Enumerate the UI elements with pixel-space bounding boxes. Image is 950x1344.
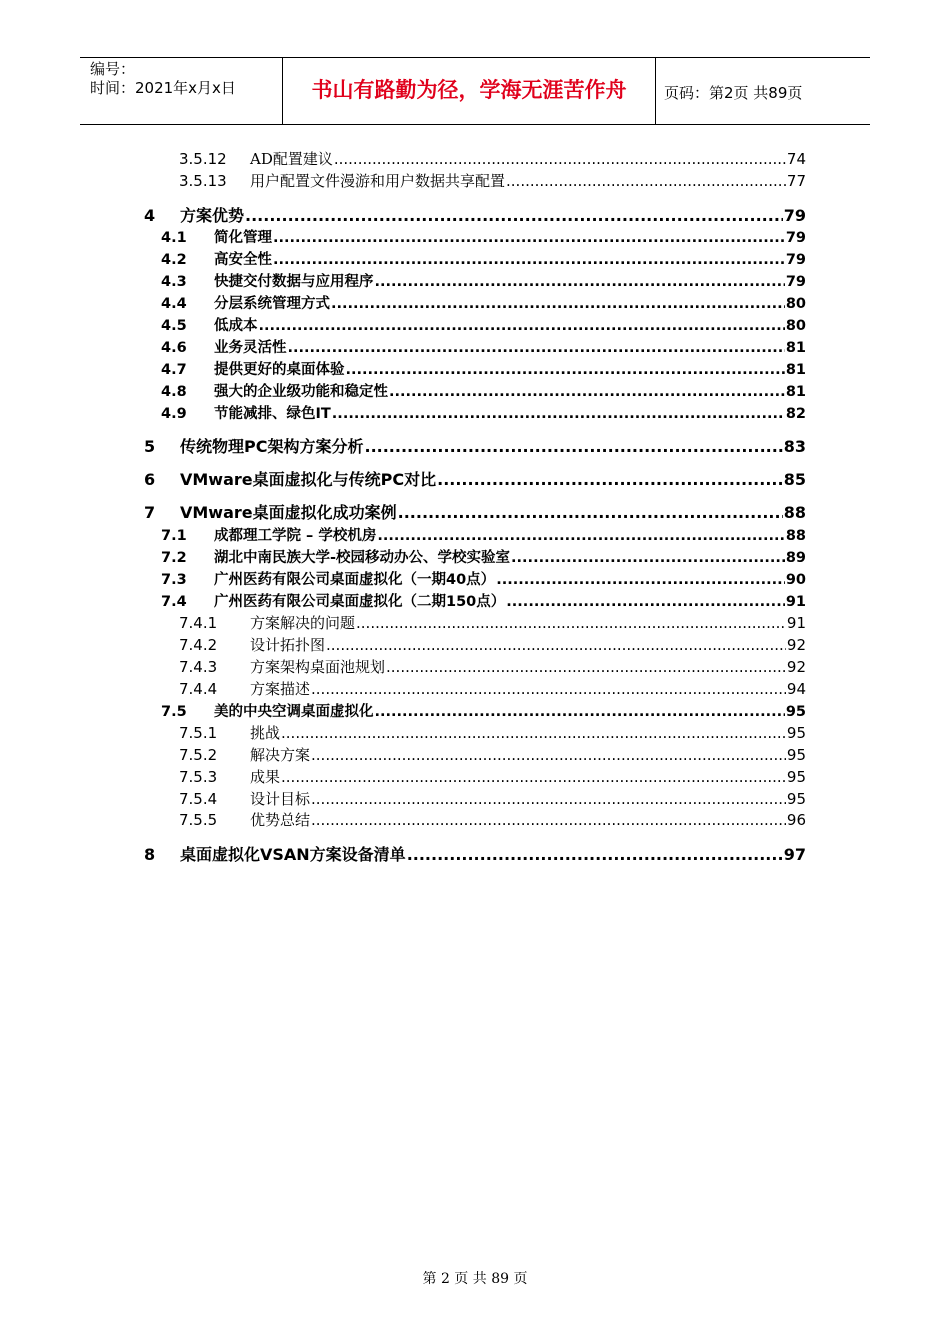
toc-dot-leader xyxy=(273,230,785,246)
toc-entry-number: 7.2 xyxy=(161,550,187,566)
toc-entry-title: 成果 xyxy=(250,768,281,786)
toc-entry-number: 4.3 xyxy=(161,274,187,290)
toc-entry-page: 88 xyxy=(783,503,806,520)
toc-dot-leader xyxy=(311,790,786,808)
toc-entry[interactable] xyxy=(0,500,806,520)
toc-dot-leader xyxy=(326,636,786,654)
header-divider xyxy=(655,57,656,125)
toc-entry[interactable] xyxy=(0,842,806,862)
page-footer: 第 2 页 共 89 页 xyxy=(422,1271,528,1287)
toc-entry-title: 广州医药有限公司桌面虚拟化（二期150点） xyxy=(214,594,506,610)
toc-entry-number: 4.6 xyxy=(161,340,187,356)
header-meta xyxy=(90,60,236,98)
toc-entry-page: 92 xyxy=(786,636,806,654)
toc-entry-number: 7.5.5 xyxy=(179,811,218,829)
toc-entry[interactable] xyxy=(0,722,806,742)
toc-dot-leader xyxy=(259,318,785,334)
toc-entry-number: 3.5.13 xyxy=(179,172,227,190)
toc-entry-number: 7.5.1 xyxy=(179,724,218,742)
toc-dot-leader xyxy=(375,274,785,290)
toc-dot-leader xyxy=(356,614,786,632)
toc-entry-page: 92 xyxy=(786,658,806,676)
toc-entry[interactable] xyxy=(0,612,806,632)
toc-entry[interactable] xyxy=(0,402,806,422)
toc-entry-number: 7.4.1 xyxy=(179,614,218,632)
toc-entry[interactable] xyxy=(0,336,806,356)
toc-entry[interactable] xyxy=(0,700,806,720)
toc-entry-page: 79 xyxy=(783,206,806,223)
toc-dot-leader xyxy=(334,150,786,168)
toc-entry-title: 设计目标 xyxy=(250,790,311,808)
toc-entry[interactable] xyxy=(0,434,806,454)
toc-entry-page: 95 xyxy=(786,724,806,742)
toc-entry-title: 解决方案 xyxy=(250,746,311,764)
toc-entry-page: 95 xyxy=(785,704,806,720)
toc-dot-leader xyxy=(437,470,783,487)
toc-entry[interactable] xyxy=(0,568,806,588)
header-motto: 书山有路勤为径，学海无涯苦作舟 xyxy=(311,77,627,102)
toc-entry[interactable] xyxy=(0,467,806,487)
toc-entry-title: 成都理工学院 – 学校机房 xyxy=(214,528,377,544)
header-bottom-rule xyxy=(80,124,870,125)
toc-entry-title: 传统物理PC架构方案分析 xyxy=(180,437,364,454)
toc-dot-leader xyxy=(375,704,785,720)
toc-entry-title: 强大的企业级功能和稳定性 xyxy=(214,384,388,400)
toc-entry[interactable] xyxy=(0,678,806,698)
toc-entry[interactable] xyxy=(0,524,806,544)
toc-entry-number: 7.3 xyxy=(161,572,187,588)
toc-entry[interactable] xyxy=(0,358,806,378)
toc-dot-leader xyxy=(245,206,783,223)
toc-entry-title: 广州医药有限公司桌面虚拟化（一期40点） xyxy=(214,572,496,588)
toc-entry[interactable] xyxy=(0,170,806,190)
toc-entry-page: 77 xyxy=(786,172,806,190)
toc-dot-leader xyxy=(506,172,786,190)
toc-entry-page: 89 xyxy=(785,550,806,566)
toc-dot-leader xyxy=(311,746,786,764)
toc-entry-title: 方案架构桌面池规划 xyxy=(250,658,386,676)
toc-entry-page: 94 xyxy=(786,680,806,698)
toc-entry[interactable] xyxy=(0,292,806,312)
toc-entry-number: 4.7 xyxy=(161,362,187,378)
toc-dot-leader xyxy=(281,768,786,786)
toc-entry-page: 80 xyxy=(785,296,806,312)
toc-entry-number: 6 xyxy=(144,470,156,487)
toc-entry[interactable] xyxy=(0,766,806,786)
toc-entry-page: 95 xyxy=(786,768,806,786)
toc-entry-title: 方案优势 xyxy=(180,206,245,223)
toc-dot-leader xyxy=(332,406,785,422)
toc-entry-number: 7.4.3 xyxy=(179,658,218,676)
header-divider xyxy=(282,57,283,125)
toc-entry-title: 提供更好的桌面体验 xyxy=(214,362,345,378)
toc-entry[interactable] xyxy=(0,380,806,400)
toc-entry-page: 74 xyxy=(786,150,806,168)
toc-entry-number: 7 xyxy=(144,503,156,520)
document-date: 时间：2021年x月x日 xyxy=(90,79,236,97)
toc-entry-number: 4.5 xyxy=(161,318,187,334)
toc-entry-title: 方案描述 xyxy=(250,680,311,698)
toc-entry-number: 4.1 xyxy=(161,230,187,246)
toc-entry-title: AD配置建议 xyxy=(250,150,333,168)
toc-entry-title: 用户配置文件漫游和用户数据共享配置 xyxy=(250,172,506,190)
toc-entry-title: 方案解决的问题 xyxy=(250,614,356,632)
toc-entry-title: 优势总结 xyxy=(250,811,311,829)
toc-entry-title: 简化管理 xyxy=(214,230,272,246)
toc-dot-leader xyxy=(386,658,786,676)
toc-entry-page: 80 xyxy=(785,318,806,334)
toc-entry[interactable] xyxy=(0,744,806,764)
toc-entry-number: 7.4 xyxy=(161,594,187,610)
toc-entry-title: 高安全性 xyxy=(214,252,272,268)
toc-entry-title: 设计拓扑图 xyxy=(250,636,326,654)
toc-entry-page: 79 xyxy=(785,274,806,290)
toc-entry-number: 8 xyxy=(144,845,156,862)
toc-entry-number: 7.1 xyxy=(161,528,187,544)
toc-entry-page: 90 xyxy=(785,572,806,588)
toc-entry-page: 91 xyxy=(786,614,806,632)
toc-entry-number: 4.2 xyxy=(161,252,187,268)
toc-entry-page: 95 xyxy=(786,746,806,764)
toc-dot-leader xyxy=(398,503,783,520)
header-top-rule xyxy=(80,57,870,58)
toc-entry-number: 7.4.4 xyxy=(179,680,218,698)
toc-entry-page: 91 xyxy=(785,594,806,610)
toc-entry-title: 湖北中南民族大学-校园移动办公、学校实验室 xyxy=(214,550,511,566)
toc-entry[interactable] xyxy=(0,314,806,334)
toc-entry-title: 低成本 xyxy=(214,318,258,334)
toc-entry-page: 85 xyxy=(783,470,806,487)
toc-entry-title: 分层系统管理方式 xyxy=(214,296,330,312)
toc-dot-leader xyxy=(281,724,786,742)
toc-dot-leader xyxy=(389,384,785,400)
toc-entry-title: VMware桌面虚拟化成功案例 xyxy=(180,503,397,520)
toc-entry-page: 96 xyxy=(786,811,806,829)
toc-entry-number: 7.5.2 xyxy=(179,746,218,764)
toc-dot-leader xyxy=(311,680,786,698)
toc-entry-page: 79 xyxy=(785,230,806,246)
toc-entry[interactable] xyxy=(0,248,806,268)
toc-entry-title: 快捷交付数据与应用程序 xyxy=(214,274,374,290)
header-page-info: 页码：第2页 共89页 xyxy=(664,84,803,102)
toc-entry-title: 业务灵活性 xyxy=(214,340,287,356)
toc-entry-number: 4.4 xyxy=(161,296,187,312)
toc-entry[interactable] xyxy=(0,203,806,223)
toc-entry-title: 桌面虚拟化VSAN方案设备清单 xyxy=(180,845,406,862)
toc-entry-page: 97 xyxy=(783,845,806,862)
toc-entry-page: 81 xyxy=(785,362,806,378)
toc-entry[interactable] xyxy=(0,809,806,829)
toc-entry-page: 79 xyxy=(785,252,806,268)
toc-entry-page: 81 xyxy=(785,340,806,356)
toc-dot-leader xyxy=(331,296,785,312)
toc-entry-title: 节能减排、绿色IT xyxy=(214,406,331,422)
toc-dot-leader xyxy=(288,340,785,356)
toc-entry[interactable] xyxy=(0,656,806,676)
toc-entry-number: 4.9 xyxy=(161,406,187,422)
toc-entry-number: 4.8 xyxy=(161,384,187,400)
toc-entry-number: 3.5.12 xyxy=(179,150,227,168)
toc-entry[interactable] xyxy=(0,788,806,808)
toc-entry-title: 挑战 xyxy=(250,724,281,742)
toc-entry[interactable] xyxy=(0,590,806,610)
toc-entry-number: 7.5 xyxy=(161,704,187,720)
toc-entry[interactable] xyxy=(0,634,806,654)
toc-entry-page: 83 xyxy=(783,437,806,454)
toc-dot-leader xyxy=(364,437,782,454)
toc-entry-page: 95 xyxy=(786,790,806,808)
document-number-label: 编号： xyxy=(90,60,136,78)
toc-entry[interactable] xyxy=(0,148,806,168)
toc-dot-leader xyxy=(496,572,785,588)
toc-entry[interactable] xyxy=(0,226,806,246)
toc-dot-leader xyxy=(511,550,785,566)
toc-entry-number: 5 xyxy=(144,437,156,454)
toc-entry-title: VMware桌面虚拟化与传统PC对比 xyxy=(180,470,437,487)
toc-entry-page: 81 xyxy=(785,384,806,400)
toc-entry[interactable] xyxy=(0,546,806,566)
toc-entry-title: 美的中央空调桌面虚拟化 xyxy=(214,704,374,720)
toc-dot-leader xyxy=(311,811,786,829)
toc-entry-page: 88 xyxy=(785,528,806,544)
toc-entry-number: 4 xyxy=(144,206,156,223)
toc-entry-page: 82 xyxy=(785,406,806,422)
toc-dot-leader xyxy=(377,528,784,544)
toc-dot-leader xyxy=(346,362,785,378)
toc-entry[interactable] xyxy=(0,270,806,290)
toc-dot-leader xyxy=(407,845,783,862)
toc-dot-leader xyxy=(273,252,785,268)
toc-entry-number: 7.5.4 xyxy=(179,790,218,808)
toc-dot-leader xyxy=(506,594,785,610)
toc-entry-number: 7.5.3 xyxy=(179,768,218,786)
toc-entry-number: 7.4.2 xyxy=(179,636,218,654)
